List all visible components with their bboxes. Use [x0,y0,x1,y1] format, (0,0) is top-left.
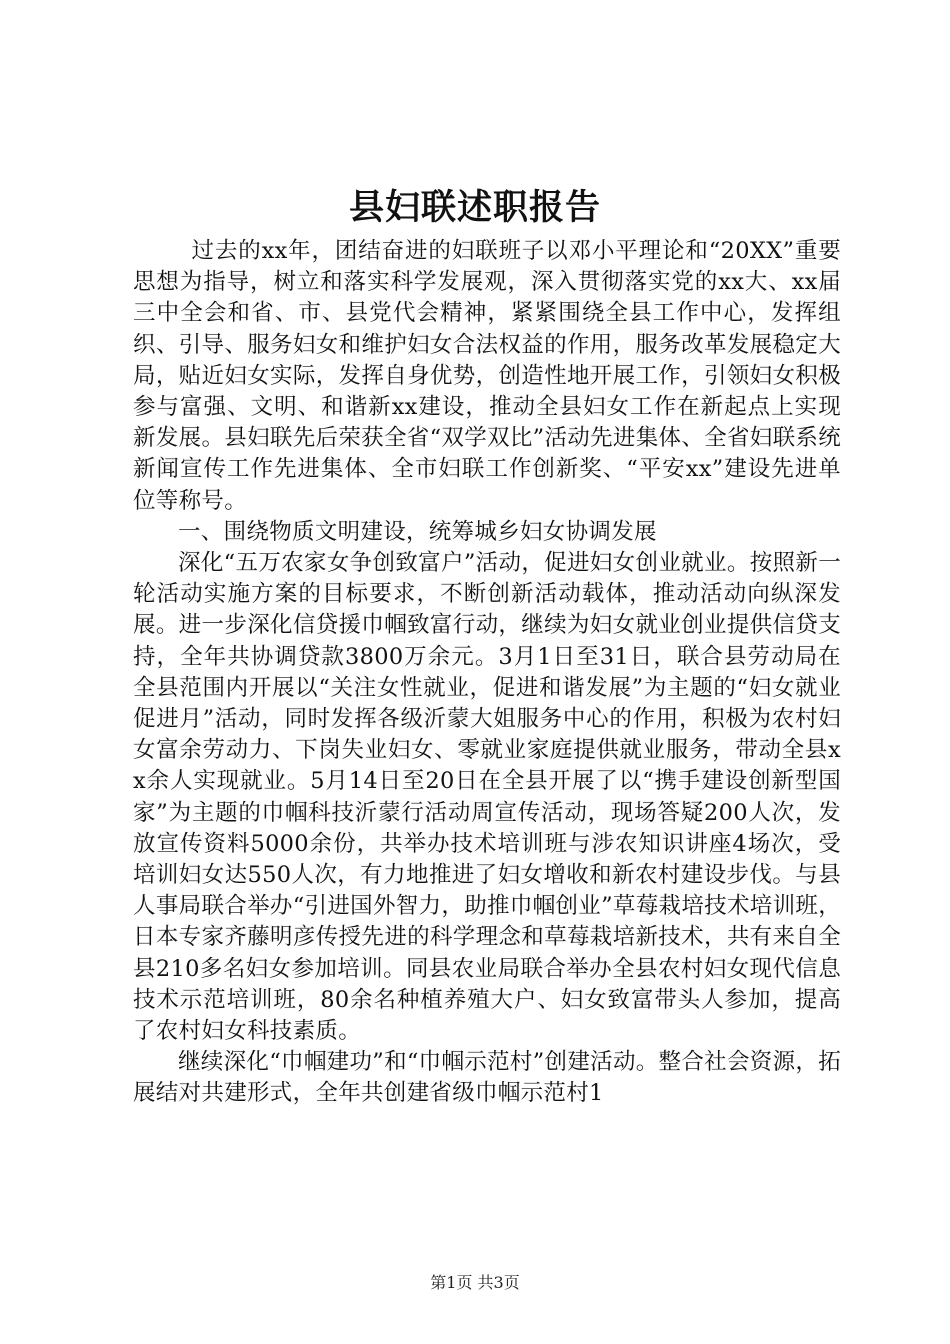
intro-paragraph: 过去的xx年，团结奋进的妇联班子以邓小平理论和“20XX”重要思想为指导，树立和落实科学发展观，深入贯彻落实党的xx大、xx届三中全会和省、市、县党代会精神，紧紧围绕全县工作中心，发挥组织、引导、服务妇女和维护妇女合法权益的作用，服务改革发展稳定大局，贴近妇女实际，发挥自身优势，创造性地开展工作，引领妇女积极参与富强、文明、和谐新xx建设，推动全县妇女工作在新起点上实现新发展。县妇联先后荣获全省“双学双比”活动先进集体、全省妇联系统新闻宣传工作先进集体、全市妇联工作创新奖、“平安xx”建设先进单位等称号。 [133,238,841,514]
document-body [133,236,841,1110]
body-paragraph: 深化“五万农家女争创致富户”活动，促进妇女创业就业。按照新一轮活动实施方案的目标要求，不断创新活动载体，推动活动向纵深发展。进一步深化信贷援巾帼致富行动，继续为妇女就业创业提供信贷支持，全年共协调贷款3800万余元。3月1日至31日，联合县劳动局在全县范围内开展以“关注女性就业，促进和谐发展”为主题的“妇女就业促进月”活动，同时发挥各级沂蒙大姐服务中心的作用，积极为农村妇女富余劳动力、下岗失业妇女、零就业家庭提供就业服务，带动全县xx余人实现就业。5月14日至20日在全县开展了以“携手建设创新型国家”为主题的巾帼科技沂蒙行活动周宣传活动，现场答疑200人次，发放宣传资料5000余份，共举办技术培训班与涉农知识讲座4场次，受培训妇女达550人次，有力地推进了妇女增收和新农村建设步伐。与县人事局联合举办“引进国外智力，助推巾帼创业”草莓栽培技术培训班，日本专家齐藤明彦传授先进的科学理念和草莓栽培新技术，共有来自全县210多名妇女参加培训。同县农业局联合举办全县农村妇女现代信息技术示范培训班，80余名种植养殖大户、妇女致富带头人参加，提高了农村妇女科技素质。 [133,550,841,1045]
body-paragraph: 继续深化“巾帼建功”和“巾帼示范村”创建活动。整合社会资源，拓展结对共建形式，全年共创建省级巾帼示范村1 [133,1049,841,1107]
page-footer: 第1页 共3页 [430,1273,520,1292]
section-heading: 一、围绕物质文明建设，统筹城乡妇女协调发展 [178,518,657,545]
document-title: 县妇联述职报告 [348,187,601,228]
